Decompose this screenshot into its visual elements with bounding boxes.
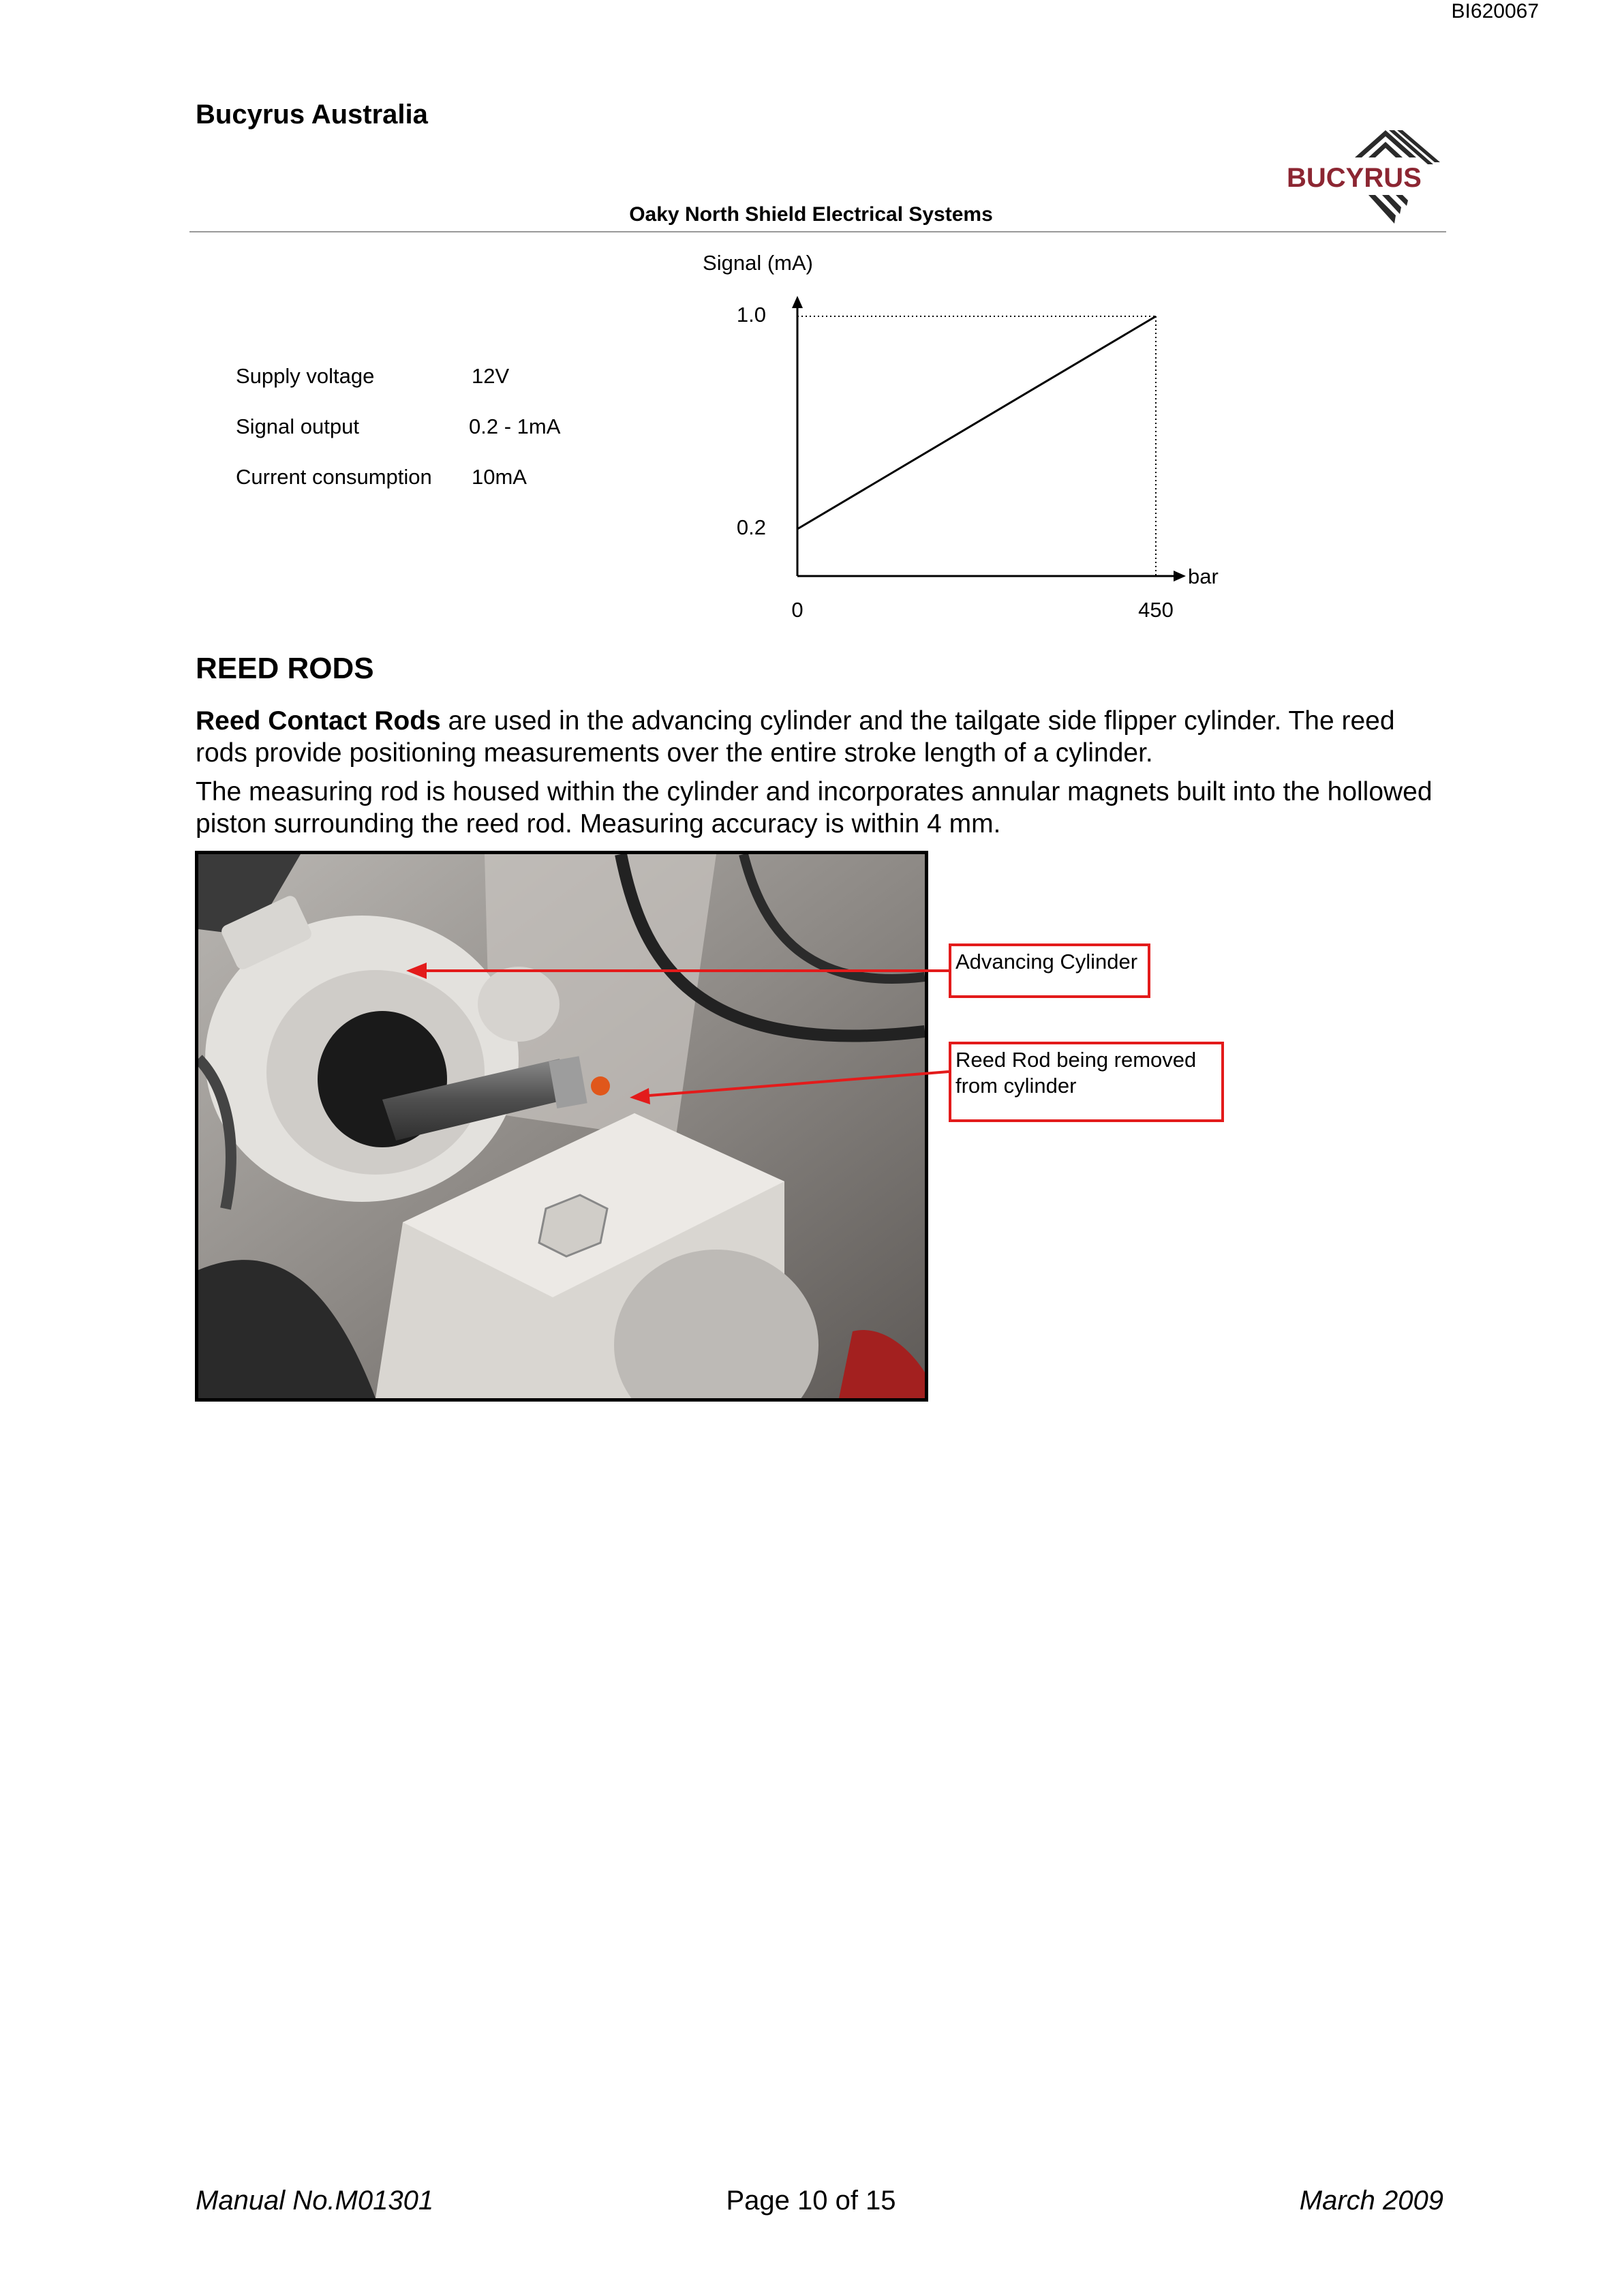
reed-rod-photo	[195, 851, 928, 1402]
footer-date: March 2009	[1299, 2186, 1443, 2216]
spec-label: Supply voltage	[236, 364, 375, 388]
spec-label: Signal output	[236, 414, 359, 438]
chart-x-axis-arrow	[1174, 571, 1186, 581]
chart-y-tick-label: 0.2	[736, 515, 766, 540]
paragraph-bold-term: Reed Contact Rods	[196, 706, 441, 736]
chart-x-tick-label: 450	[1138, 598, 1174, 622]
company-name: Bucyrus Australia	[196, 100, 428, 130]
chart-marks	[737, 303, 1174, 622]
paragraph-measuring-rod: The measuring rod is housed within the cylinder and incorporates annular magnets built into the hollowed piston surrounding the reed rod. Measuring accuracy is within 4 mm.	[196, 777, 1433, 839]
chart-x-tick-label: 0	[791, 598, 804, 622]
spec-value: 10mA	[472, 465, 527, 489]
callout-reed-rod: Reed Rod being removed from cylinder	[949, 1042, 1224, 1122]
header-title: Oaky North Shield Electrical Systems	[629, 203, 993, 226]
spec-value: 12V	[472, 364, 510, 388]
chart-y-tick-label: 1.0	[736, 303, 766, 327]
chart-y-axis-arrow	[792, 296, 803, 308]
chart-y-axis-label: Signal (mA)	[703, 251, 813, 275]
section-title: REED RODS	[196, 652, 374, 685]
spec-label: Current consumption	[236, 465, 432, 489]
logo-text: BUCYRUS	[1287, 163, 1422, 193]
photo-illustration	[198, 854, 925, 1398]
chart-x-axis-label: bar	[1188, 564, 1219, 589]
document-id: BI620067	[1451, 0, 1539, 22]
paragraph-reed-contact-rods	[196, 705, 1443, 769]
footer-manual-number: Manual No.M01301	[196, 2186, 434, 2216]
signal-chart	[0, 0, 1622, 654]
chart-series-line	[797, 316, 1156, 529]
spec-value: 0.2 - 1mA	[469, 414, 561, 438]
callout-advancing-cylinder: Advancing Cylinder	[949, 943, 1150, 998]
paragraph-text: are used in the advancing cylinder and the tailgate side flipper cylinder. The reed rods provide positioning measurements over the entire stroke length of a cylinder.	[196, 706, 1395, 768]
footer-page-number: Page 10 of 15	[726, 2186, 896, 2216]
